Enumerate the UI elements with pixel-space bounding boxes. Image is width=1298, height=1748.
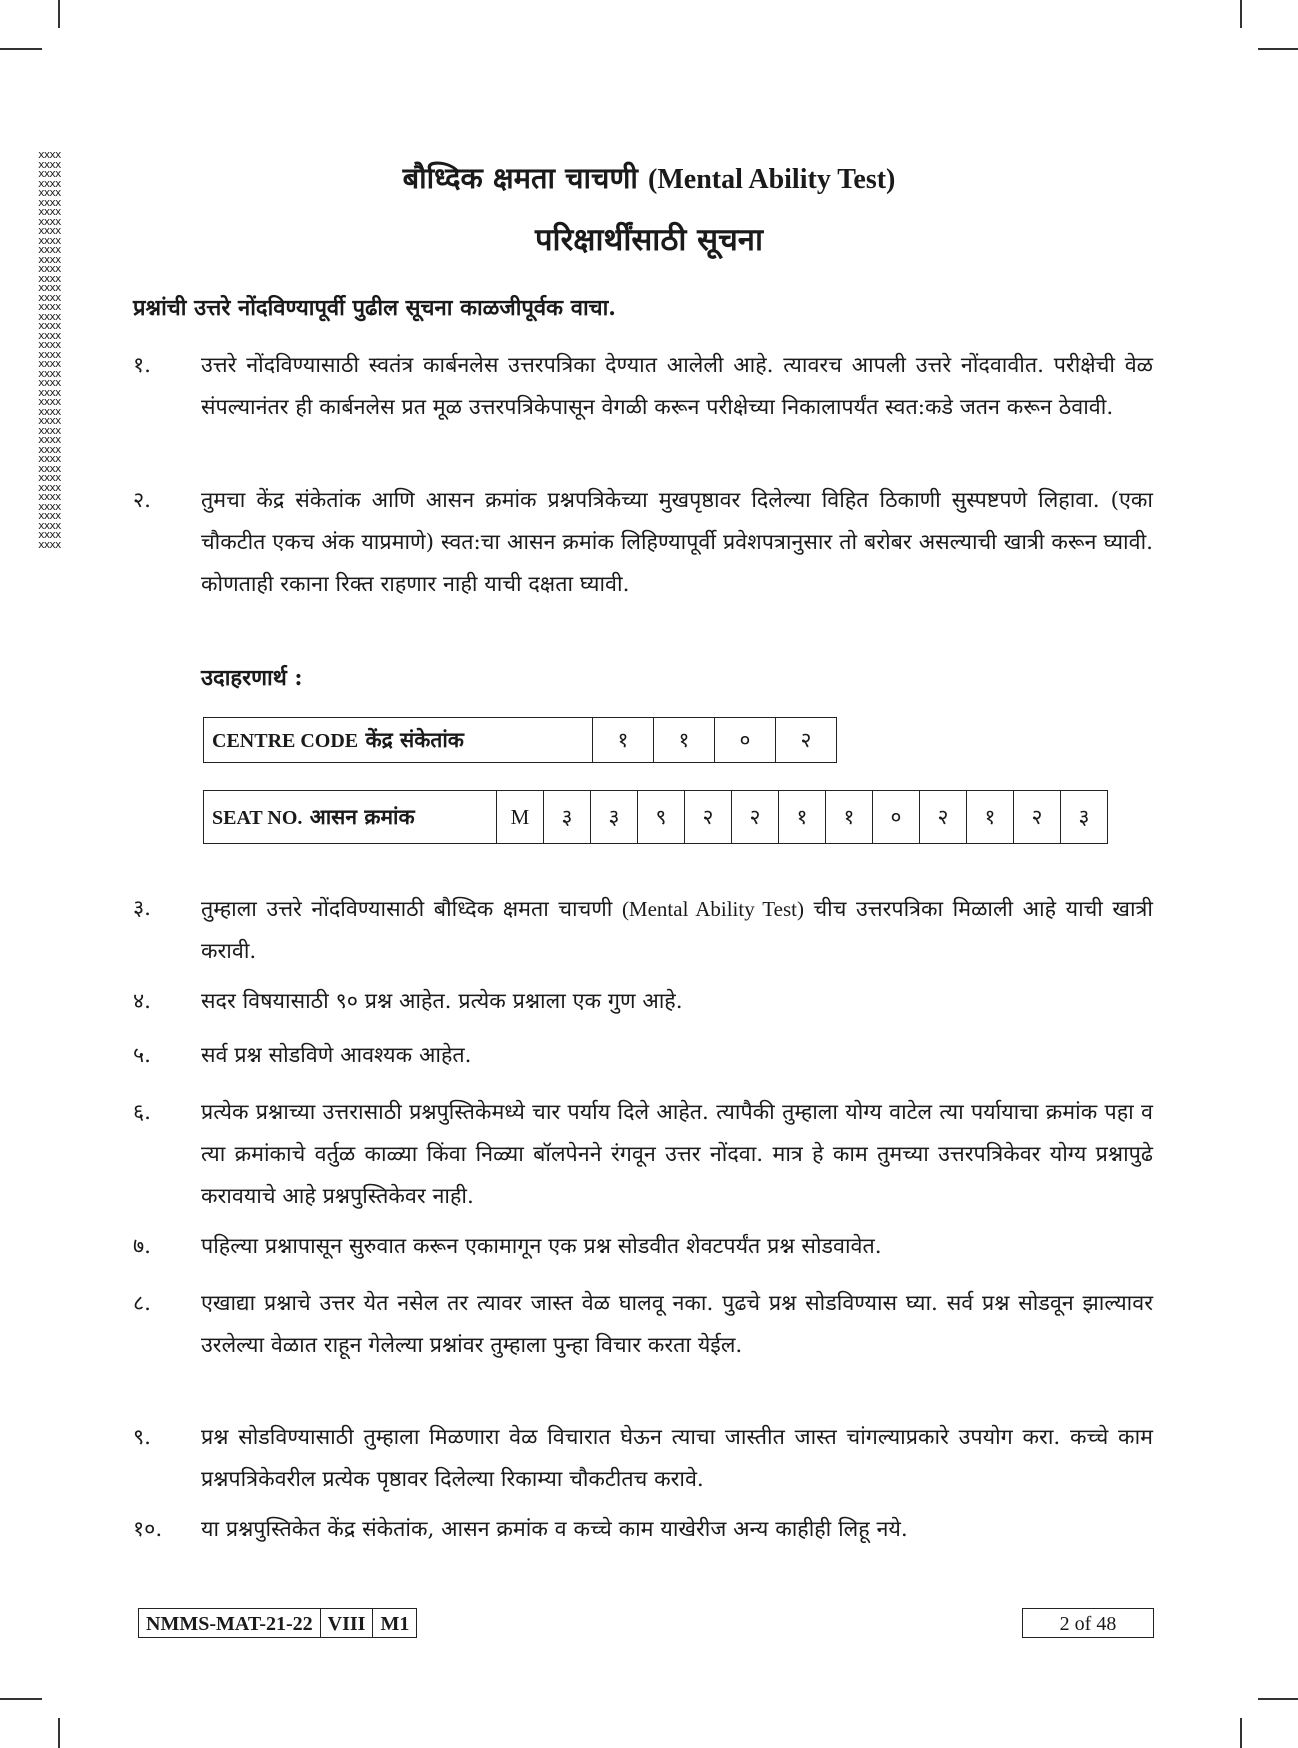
seat-number-digit: ९ (638, 791, 685, 844)
seat-number-label (204, 791, 497, 844)
footer-standard: VIII (321, 1609, 374, 1637)
lead-instruction: प्रश्नांची उत्तरे नोंदविण्यापूर्वी पुढील सूचना काळजीपूर्वक वाचा. (133, 295, 616, 321)
crop-mark (0, 1698, 42, 1700)
crop-mark (1240, 0, 1242, 28)
instruction-text: सर्व प्रश्न सोडविणे आवश्यक आहेत. (201, 1043, 472, 1068)
centre-code-table (203, 717, 837, 763)
seat-number-label-en: SEAT NO. (212, 807, 303, 829)
instruction-text: एखाद्या प्रश्नाचे उत्तर येत नसेल तर त्यावर जास्त वेळ घालवू नका. पुढचे प्रश्न सोडविण्यास घ्या. सर्व प्रश्न सोडवून झाल्यावर उरलेल्या वेळात राहून गेलेल्या प्रश्नांवर तुम्हाला पुन्हा विचार करता येईल. (201, 1291, 1153, 1358)
page-subtitle: परिक्षार्थींसाठी सूचना (534, 222, 764, 258)
seat-number-digit: ३ (544, 791, 591, 844)
footer-code: NMMS-MAT-21-22 (139, 1609, 321, 1637)
instruction-text-part: चीच उत्तरपत्रिका मिळाली आहे याची खात्री करावी. (201, 897, 1153, 964)
page-title (0, 158, 1298, 197)
instruction-text: पहिल्या प्रश्नापासून सुरुवात करून एकामागून एक प्रश्न सोडवीत शेवटपर्यंत प्रश्न सोडवावेत. (201, 1234, 882, 1259)
seat-number-digit: M (497, 791, 544, 844)
footer-medium: M1 (380, 1613, 410, 1635)
instruction-text-english: (Mental Ability Test) (621, 897, 804, 921)
centre-code-digit: २ (776, 718, 837, 763)
page-number: 2 of 48 (1022, 1608, 1154, 1638)
centre-code-digit: ० (715, 718, 776, 763)
seat-number-digit: ३ (591, 791, 638, 844)
seat-number-digit: १ (826, 791, 873, 844)
instruction-number: ७. (133, 1234, 152, 1259)
example-label: उदाहरणार्थ : (201, 665, 303, 691)
instruction-text (201, 888, 1153, 973)
centre-code-digit: १ (593, 718, 654, 763)
instruction-text: प्रश्न सोडविण्यासाठी तुम्हाला मिळणारा वेळ विचारात घेऊन त्याचा जास्तीत जास्त चांगल्याप्रकारे उपयोग करा. कच्चे काम प्रश्नपत्रिकेवरील प्रत्येक पृष्ठावर दिलेल्या रिकाम्या चौकटीतच करावे. (201, 1425, 1153, 1492)
centre-code-label (204, 718, 593, 763)
instruction-text: या प्रश्नपुस्तिकेत केंद्र संकेतांक, आसन क्रमांक व कच्चे काम याखेरीज अन्य काहीही लिहू नये. (201, 1517, 908, 1542)
seat-number-table (203, 790, 1108, 844)
crop-mark (58, 1718, 60, 1748)
instruction-number: ६. (133, 1100, 152, 1125)
instruction-number: ३. (133, 896, 152, 921)
crop-mark (1240, 1718, 1242, 1748)
centre-code-digit: १ (654, 718, 715, 763)
instruction-number: २. (133, 488, 152, 513)
instruction-text: उत्तरे नोंदविण्यासाठी स्वतंत्र कार्बनलेस उत्तरपत्रिका देण्यात आलेली आहे. त्यावरच आपली उत्तरे नोंदवावीत. परीक्षेची वेळ संपल्यानंतर ही कार्बनलेस प्रत मूळ उत्तरपत्रिकेपासून वेगळी करून परीक्षेच्या निकालापर्यंत स्वत:कडे जतन करून ठेवावी. (201, 353, 1153, 420)
seat-number-digit: ० (873, 791, 920, 844)
instruction-number: ४. (133, 989, 152, 1014)
crop-mark (1258, 1698, 1298, 1700)
seat-number-digit: २ (1014, 791, 1061, 844)
seat-number-label-mr: आसन क्रमांक (309, 804, 415, 829)
seat-number-digit: २ (732, 791, 779, 844)
decorative-pattern: xxxx xxxx xxxx xxxx xxxx xxxx xxxx xxxx xxxx xxxx xxxx xxxx xxxx xxxx xxxx xxxx xxxx xxxx xxxx xxxx xxxx xxxx xxxx xxxx xxxx xxxx xxxx xxxx xxxx xxxx xxxx xxxx xxxx xxxx xxxx xxxx xxxx xxxx xxxx xxxx xxxx xxxx (38, 150, 61, 550)
seat-number-digit: ३ (1061, 791, 1108, 844)
instruction-number: ९. (133, 1425, 152, 1450)
centre-code-label-en: CENTRE CODE (212, 730, 359, 752)
crop-mark (1258, 48, 1298, 50)
instruction-number: ५. (133, 1043, 152, 1068)
seat-number-digit: २ (685, 791, 732, 844)
instruction-number: १. (133, 353, 152, 378)
instruction-text: सदर विषयासाठी ९० प्रश्न आहेत. प्रत्येक प्रश्नाला एक गुण आहे. (201, 989, 683, 1014)
seat-number-digit: १ (779, 791, 826, 844)
instruction-number: ८. (133, 1291, 152, 1316)
title-marathi: बौध्दिक क्षमता चाचणी (402, 161, 638, 195)
title-english: (Mental Ability Test) (648, 164, 896, 195)
instruction-number: १०. (133, 1517, 163, 1542)
footer-paper-code (138, 1608, 417, 1638)
instruction-text-part: तुम्हाला उत्तरे नोंदविण्यासाठी बौध्दिक क्षमता चाचणी (201, 897, 613, 922)
crop-mark (58, 0, 60, 28)
instruction-text: प्रत्येक प्रश्नाच्या उत्तरासाठी प्रश्नपुस्तिकेमध्ये चार पर्याय दिले आहेत. त्यापैकी तुम्हाला योग्य वाटेल त्या पर्यायाचा क्रमांक पहा व त्या क्रमांकाचे वर्तुळ काळ्या किंवा निळ्या बॉलपेनने रंगवून उत्तर नोंदवा. मात्र हे काम तुमच्या उत्तरपत्रिकेवर योग्य प्रश्नापुढे करावयाचे आहे प्रश्नपुस्तिकेवर नाही. (201, 1100, 1153, 1209)
seat-number-digit: २ (920, 791, 967, 844)
centre-code-label-mr: केंद्र संकेतांक (365, 727, 464, 752)
crop-mark (0, 48, 42, 50)
seat-number-digit: १ (967, 791, 1014, 844)
instruction-text: तुमचा केंद्र संकेतांक आणि आसन क्रमांक प्रश्नपत्रिकेच्या मुखपृष्ठावर दिलेल्या विहित ठिकाणी सुस्पष्टपणे लिहावा. (एका चौकटीत एकच अंक याप्रमाणे) स्वत:चा आसन क्रमांक लिहिण्यापूर्वी प्रवेशपत्रानुसार तो बरोबर असल्याची खात्री करून घ्यावी. कोणताही रकाना रिक्त राहणार नाही याची दक्षता घ्यावी. (201, 488, 1153, 597)
